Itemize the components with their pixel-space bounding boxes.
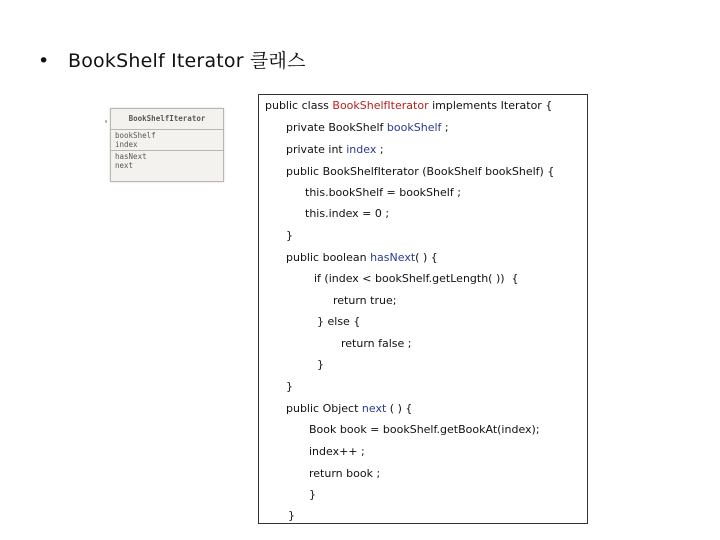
code-line: } [286, 380, 293, 393]
uml-method: next [115, 161, 134, 170]
uml-fields [111, 130, 223, 151]
code-line: public BookShelfIterator (BookShelf bookShelf) { [286, 165, 555, 178]
code-line: if (index < bookShelf.getLength( )) { [314, 272, 519, 285]
code-line: private int index ; [286, 143, 384, 156]
code-field-name: index [346, 143, 377, 156]
code-method-name: next [361, 402, 387, 415]
uml-field: index [115, 140, 138, 149]
code-line: this.bookShelf = bookShelf ; [305, 186, 461, 199]
code-method-name: hasNext [370, 251, 416, 264]
bullet-icon: • [38, 50, 50, 72]
code-line: } [286, 229, 293, 242]
code-line: public boolean hasNext( ) { [286, 251, 438, 264]
uml-method: hasNext [115, 152, 147, 161]
heading-text: BookShelf Iterator 클래스 [68, 50, 306, 72]
code-line: Book book = bookShelf.getBookAt(index); [309, 423, 540, 436]
code-line: } [288, 509, 295, 522]
code-line: return true; [333, 294, 397, 307]
code-line: return book ; [309, 467, 381, 480]
code-line: public Object next ( ) { [286, 402, 413, 415]
code-line: } [309, 488, 316, 501]
uml-class-diagram [110, 108, 224, 182]
slide-heading [38, 46, 306, 73]
uml-methods [111, 151, 223, 171]
uml-class-name: BookShelfIterator [111, 109, 223, 130]
code-field-name: bookShelf [386, 121, 442, 134]
uml-marker [105, 120, 107, 123]
code-line: private BookShelf bookShelf ; [286, 121, 449, 134]
code-line: index++ ; [309, 445, 365, 458]
uml-field: bookShelf [115, 131, 156, 140]
code-line: this.index = 0 ; [305, 207, 390, 220]
code-line: public class BookShelfIterator implements Iterator { [265, 99, 553, 112]
code-class-name: BookShelfIterator [332, 99, 429, 112]
code-line: } else { [317, 315, 361, 328]
code-line: } [317, 358, 324, 371]
code-line: return false ; [341, 337, 412, 350]
code-block [258, 94, 588, 524]
